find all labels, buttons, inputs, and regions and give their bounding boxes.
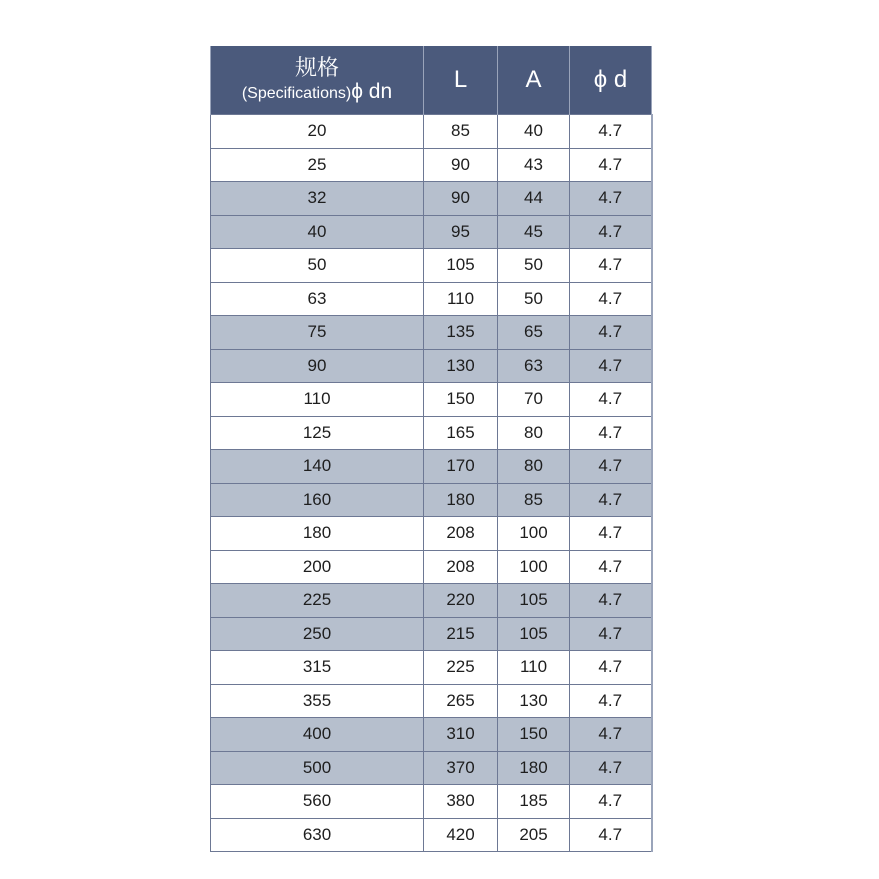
table-row [211,115,652,149]
cell-phi-d: 4.7 [570,751,652,785]
cell-L: 90 [424,182,498,216]
cell-phi-d: 4.7 [570,450,652,484]
cell-A: 45 [498,215,570,249]
header-spec [211,46,424,115]
header-spec-cn: 规格 [294,55,339,80]
cell-A: 205 [498,818,570,852]
table-row [211,483,652,517]
table-row [211,584,652,618]
cell-phi-d: 4.7 [570,550,652,584]
cell-dn: 560 [211,785,424,819]
cell-dn: 75 [211,316,424,350]
cell-L: 180 [424,483,498,517]
cell-A: 100 [498,517,570,551]
table-row [211,785,652,819]
cell-phi-d: 4.7 [570,215,652,249]
cell-A: 105 [498,584,570,618]
table-row [211,182,652,216]
spec-table [210,46,653,852]
cell-phi-d: 4.7 [570,785,652,819]
header-spec-en-line [211,81,423,105]
cell-A: 130 [498,684,570,718]
cell-phi-d: 4.7 [570,684,652,718]
cell-dn: 110 [211,383,424,417]
cell-A: 43 [498,148,570,182]
cell-L: 380 [424,785,498,819]
cell-A: 110 [498,651,570,685]
cell-A: 50 [498,249,570,283]
cell-phi-d: 4.7 [570,416,652,450]
cell-dn: 225 [211,584,424,618]
table-row [211,617,652,651]
table-row [211,416,652,450]
cell-dn: 125 [211,416,424,450]
header-L: L [424,46,498,115]
cell-dn: 180 [211,517,424,551]
cell-phi-d: 4.7 [570,483,652,517]
cell-dn: 63 [211,282,424,316]
header-phi-d: ϕ d [570,46,652,115]
cell-dn: 25 [211,148,424,182]
table-row [211,282,652,316]
cell-A: 80 [498,416,570,450]
table-row [211,550,652,584]
cell-phi-d: 4.7 [570,383,652,417]
cell-L: 170 [424,450,498,484]
cell-dn: 355 [211,684,424,718]
cell-L: 370 [424,751,498,785]
cell-A: 100 [498,550,570,584]
cell-phi-d: 4.7 [570,818,652,852]
cell-A: 85 [498,483,570,517]
cell-phi-d: 4.7 [570,249,652,283]
cell-A: 70 [498,383,570,417]
cell-L: 265 [424,684,498,718]
cell-dn: 630 [211,818,424,852]
cell-L: 105 [424,249,498,283]
table-row [211,383,652,417]
table-body [211,115,652,852]
cell-phi-d: 4.7 [570,718,652,752]
cell-A: 40 [498,115,570,149]
cell-L: 135 [424,316,498,350]
header-A: A [498,46,570,115]
header-spec-phi: ϕ dn [351,80,393,103]
table-row [211,450,652,484]
table-row [211,349,652,383]
cell-phi-d: 4.7 [570,349,652,383]
cell-L: 110 [424,282,498,316]
cell-A: 50 [498,282,570,316]
cell-phi-d: 4.7 [570,316,652,350]
table-row [211,751,652,785]
header-row [211,46,652,115]
cell-A: 65 [498,316,570,350]
cell-dn: 90 [211,349,424,383]
cell-phi-d: 4.7 [570,115,652,149]
table-row [211,517,652,551]
table-row [211,215,652,249]
cell-A: 150 [498,718,570,752]
table-row [211,249,652,283]
cell-L: 225 [424,651,498,685]
table-row [211,718,652,752]
cell-phi-d: 4.7 [570,584,652,618]
cell-dn: 200 [211,550,424,584]
cell-A: 185 [498,785,570,819]
cell-A: 105 [498,617,570,651]
cell-dn: 400 [211,718,424,752]
cell-L: 150 [424,383,498,417]
table-row [211,818,652,852]
cell-phi-d: 4.7 [570,517,652,551]
cell-phi-d: 4.7 [570,148,652,182]
cell-A: 80 [498,450,570,484]
cell-L: 420 [424,818,498,852]
cell-A: 44 [498,182,570,216]
cell-L: 165 [424,416,498,450]
cell-dn: 20 [211,115,424,149]
table-header [211,46,652,115]
table-row [211,148,652,182]
cell-dn: 32 [211,182,424,216]
cell-L: 215 [424,617,498,651]
cell-dn: 500 [211,751,424,785]
cell-A: 180 [498,751,570,785]
cell-dn: 250 [211,617,424,651]
cell-L: 208 [424,517,498,551]
cell-dn: 50 [211,249,424,283]
cell-dn: 40 [211,215,424,249]
cell-L: 220 [424,584,498,618]
cell-L: 310 [424,718,498,752]
cell-A: 63 [498,349,570,383]
cell-L: 90 [424,148,498,182]
cell-phi-d: 4.7 [570,617,652,651]
header-spec-en: (Specifications) [241,85,352,102]
cell-L: 85 [424,115,498,149]
cell-dn: 315 [211,651,424,685]
cell-dn: 160 [211,483,424,517]
table-row [211,684,652,718]
cell-dn: 140 [211,450,424,484]
cell-L: 95 [424,215,498,249]
cell-phi-d: 4.7 [570,182,652,216]
table-row [211,651,652,685]
cell-phi-d: 4.7 [570,282,652,316]
table-row [211,316,652,350]
cell-L: 208 [424,550,498,584]
cell-L: 130 [424,349,498,383]
cell-phi-d: 4.7 [570,651,652,685]
